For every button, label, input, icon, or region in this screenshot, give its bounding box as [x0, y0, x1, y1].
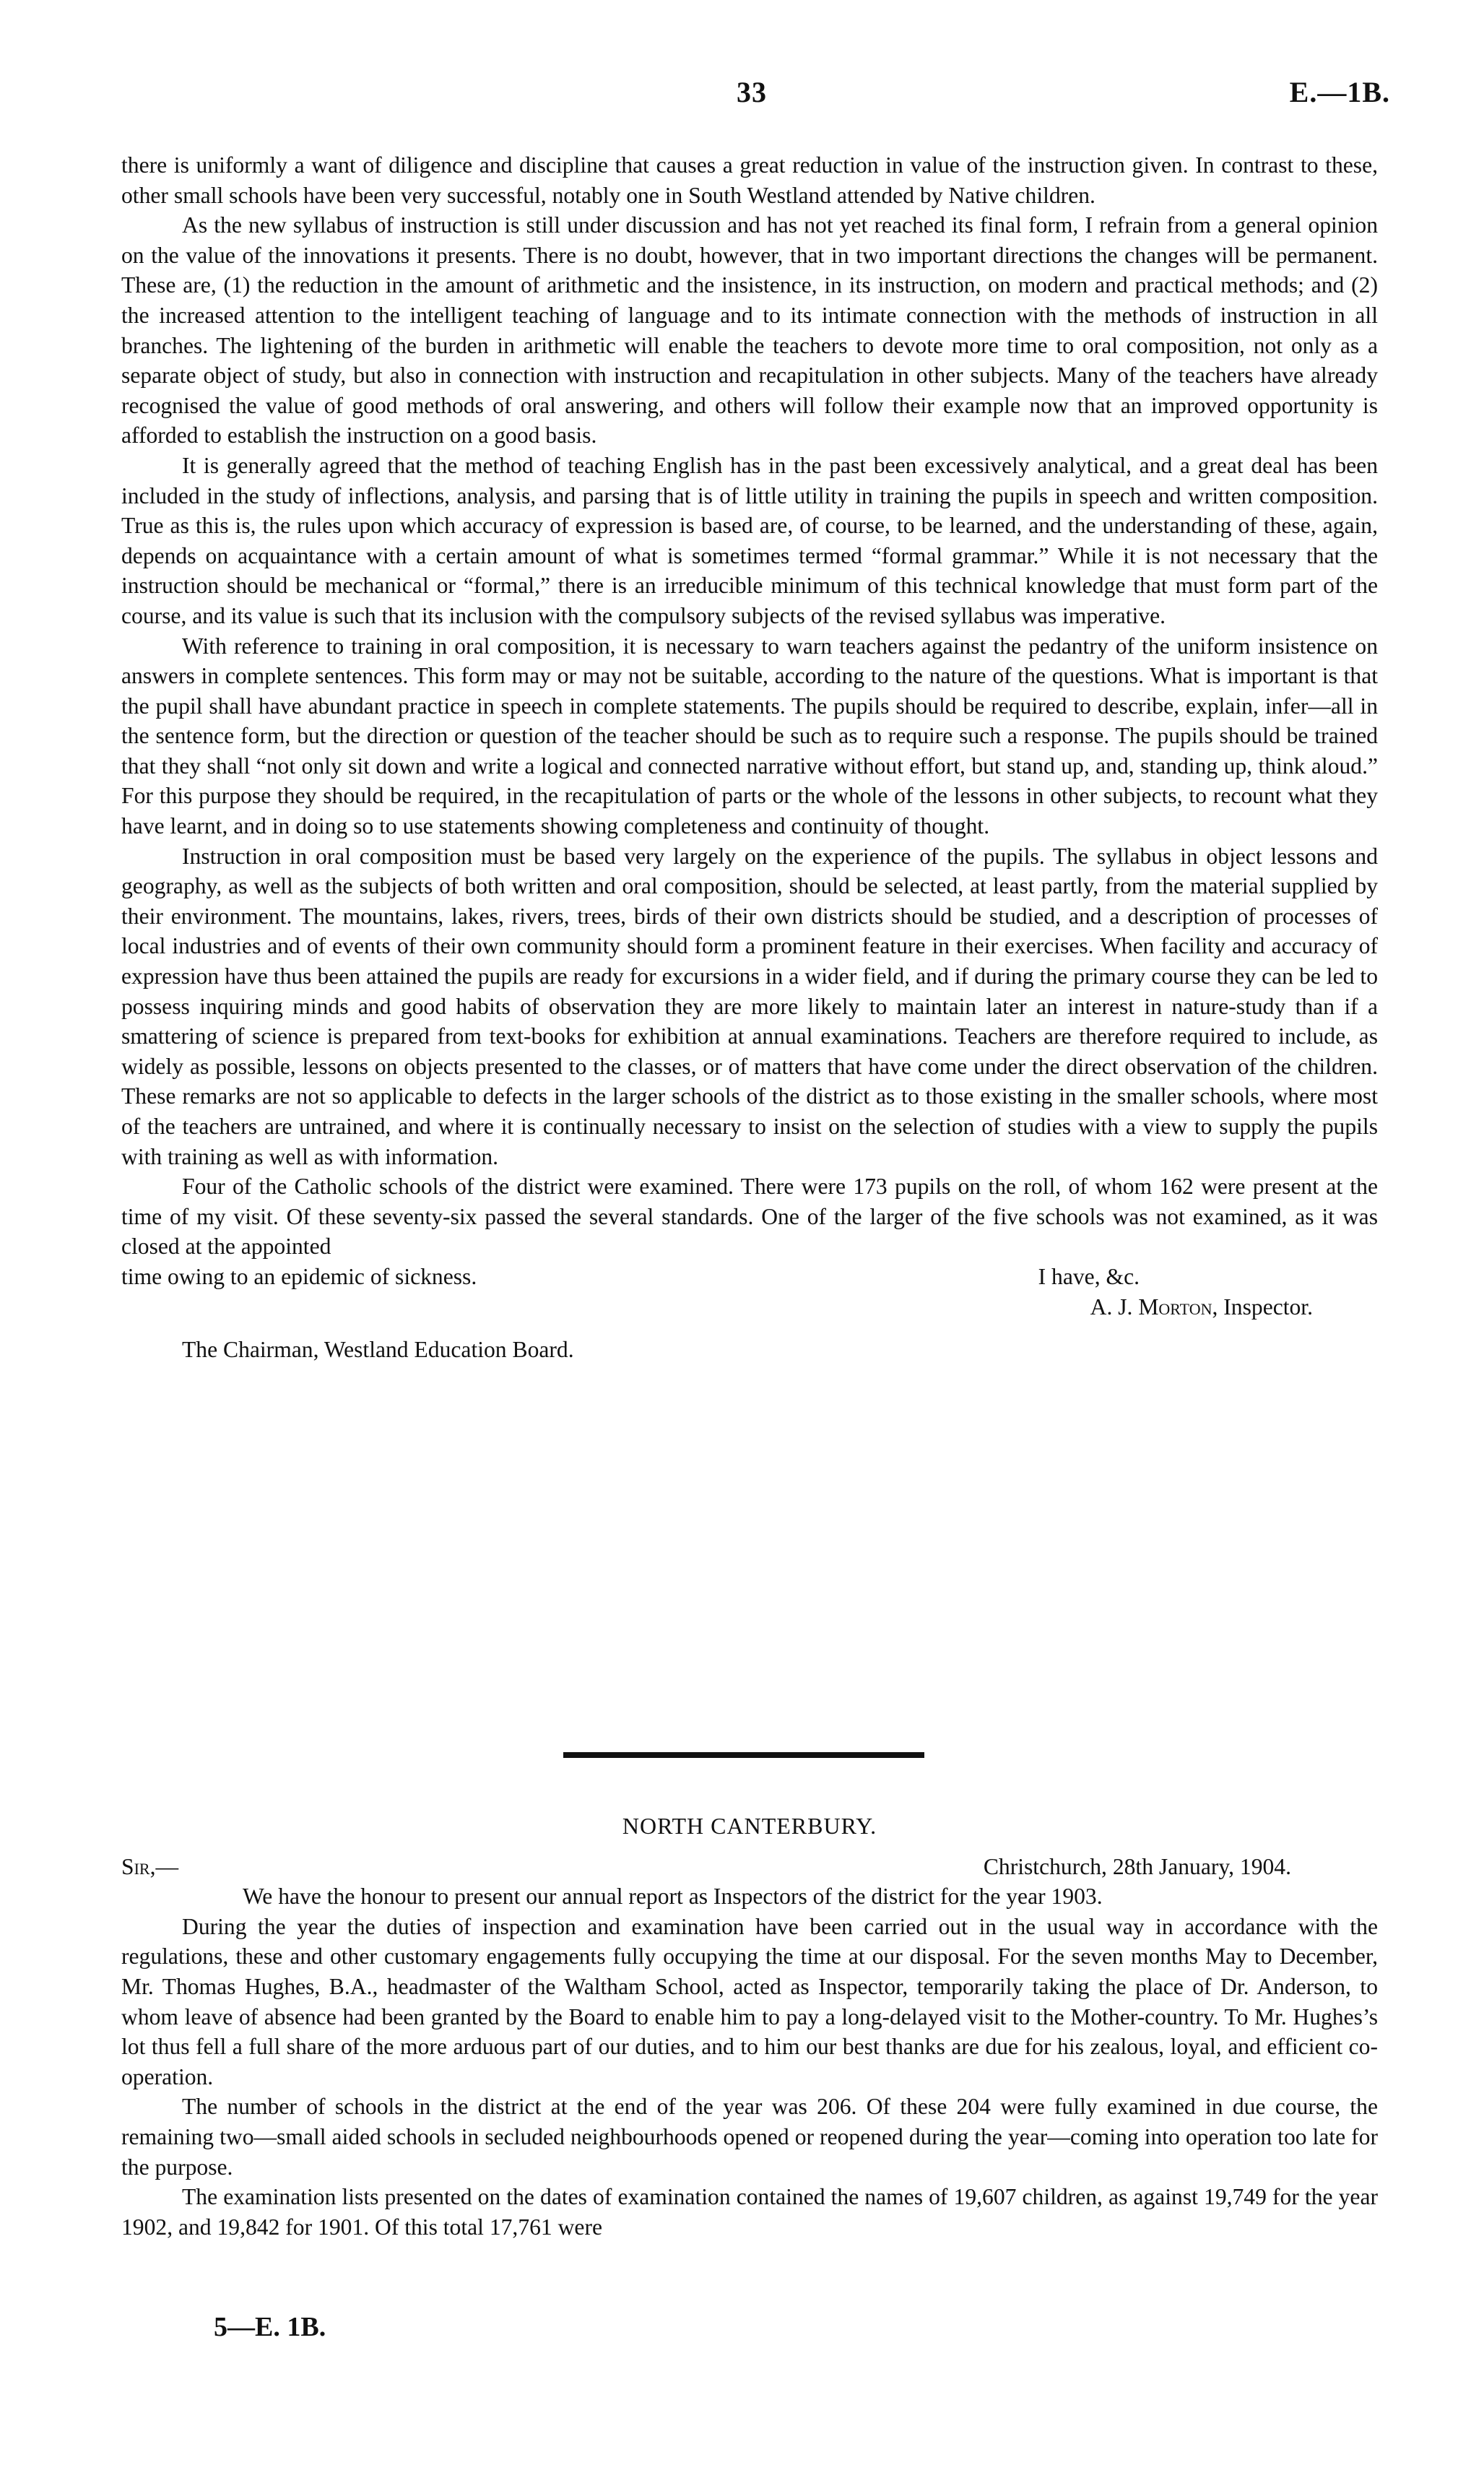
valediction: I have, &c.: [1038, 1263, 1140, 1289]
paragraph: As the new syllabus of instruction is still under discussion and has not yet reached its final form, I refrain from a general opinion on the value of the innovations it presents. There is no doubt, however, that in two important directions the changes will be permanent. These are, (1) the reduction in the amount of arithmetic and the insistence, in its instruction, on modern and practical methods; and (2) the increased attention to the intelligent teaching of language and to its intimate connection with the methods of instruction in all branches. The lightening of the burden in arithmetic will enable the teachers to devote more time to oral composition, not only as a separate object of study, but also in connection with instruction and recapitulation in other subjects. Many of the teachers have already recognised the value of good methods of oral answering, and others will follow their example now that an improved opportunity is afforded to establish the instruction on a good basis.: [121, 212, 1378, 449]
signature-mark: 5—E. 1B.: [214, 2312, 326, 2342]
salutation: Sir,—: [121, 1853, 179, 1879]
signature: [121, 1292, 1378, 1322]
section-heading: NORTH CANTERBURY.: [622, 1813, 877, 1839]
paragraph: Four of the Catholic schools of the district were examined. There were 173 pupils on the roll, of whom 162 were present at the time of my visit. Of these seventy-six passed the several standards. One of the larger of the five schools was not examined, as it was closed at the appointed: [121, 1174, 1378, 1260]
paragraph: The number of schools in the district at the end of the year was 206. Of these 204 were fully examined in due course, the remaining two—small aided schools in secluded neighbourhoods opened or reopened during the year—coming into operation too late for the purpose.: [121, 2094, 1378, 2180]
paragraph: It is generally agreed that the method of teaching English has in the past been excessively analytical, and a great deal has been included in the study of inflections, analysis, and parsing that is of little utility in training the pupils in speech and written composition. True as this is, the rules upon which accuracy of expression is based are, of course, to be learned, and the understanding of these, again, depends on acquaintance with a certain amount of what is sometimes termed “formal grammar.” While it is not necessary that the instruction should be mechanical or “formal,” there is an irreducible minimum of this technical knowledge that must form part of the course, and its value is such that its inclusion with the compulsory subjects of the revised syllabus was imperative.: [121, 452, 1378, 628]
closing-text: time owing to an epidemic of sickness.: [121, 1263, 477, 1289]
morton-report: [121, 150, 1378, 1365]
section-divider: [563, 1752, 924, 1758]
salutation-row: [121, 1852, 1378, 1882]
addressee: The Chairman, Westland Education Board.: [182, 1337, 574, 1363]
closing-line: [121, 1262, 1378, 1292]
paragraph: During the year the duties of inspection and examination have been carried out in the usual way in accordance with the regulations, these and other customary engagements fully occupying the time at our disposal. For the seven months May to December, Mr. Thomas Hughes, B.A., headmaster of the Waltham School, acted as Inspector, temporarily taking the place of Dr. Anderson, to whom leave of absence had been granted by the Board to enable him to pay a long-delayed visit to the Mother-country. To Mr. Hughes’s lot thus fell a full share of the more arduous part of our duties, and to him our best thanks are due for his zealous, loyal, and efficient co-operation.: [121, 1913, 1378, 2089]
paragraph: Instruction in oral composition must be based very largely on the experience of the pupils. The syllabus in object lessons and geography, as well as the subjects of both written and oral composition, should be selected, at least partly, from the material supplied by their environment. The mountains, lakes, rivers, trees, birds of their own districts should be studied, and a description of processes of local industries and of events of their own community should form a prominent feature in their exercises. When facility and accuracy of expression have thus been attained the pupils are ready for excursions in a wider field, and if during the primary course they can be led to possess inquiring minds and good habits of observation they are more likely to maintain later an interest in nature-study than if a smattering of science is prepared from text-books for exhibition at annual examinations. Teachers are therefore required to include, as widely as possible, lessons on objects presented to the classes, or of matters that have come under the direct observation of the children. These remarks are not so applicable to defects in the larger schools of the district as to those existing in the smaller schools, where most of the teachers are untrained, and where it is continually necessary to insist on the selection of studies with a view to supply the pupils with training as well as with information.: [121, 843, 1378, 1169]
signature-name: A. J. Morton: [1090, 1294, 1212, 1320]
north-canterbury-report: [121, 1811, 1378, 2242]
document-reference: E.—1B.: [1289, 76, 1390, 108]
signature-title: , Inspector.: [1212, 1294, 1313, 1320]
paragraph: With reference to training in oral composition, it is necessary to warn teachers against the pedantry of the uniform insistence on answers in complete sentences. This form may or may not be suitable, according to the nature of the questions. What is important is that the pupil shall have abundant practice in speech in complete statements. The pupils should be required to describe, explain, infer—all in the sentence form, but the direction or question of the teacher should be such as to require such a response. The pupils should be trained that they shall “not only sit down and write a logical and connected narrative without effort, but stand up, and, standing up, think aloud.” For this purpose they should be required, in the recapitulation of parts or the whole of the lessons in other subjects, to recount what they have learnt, and in doing so to use statements showing completeness and continuity of thought.: [121, 633, 1378, 839]
paragraph: We have the honour to present our annual report as Inspectors of the district for the year 1903.: [243, 1884, 1103, 1910]
page-number: 33: [737, 76, 767, 108]
place-date: Christchurch, 28th January, 1904.: [983, 1853, 1291, 1879]
paragraph: The examination lists presented on the dates of examination contained the names of 19,607 children, as against 19,749 for the year 1902, and 19,842 for 1901. Of this total 17,761 were: [121, 2184, 1378, 2240]
paragraph: there is uniformly a want of diligence and discipline that causes a great reduction in value of the instruction given. In contrast to these, other small schools have been very successful, notably one in South Westland attended by Native children.: [121, 152, 1378, 208]
